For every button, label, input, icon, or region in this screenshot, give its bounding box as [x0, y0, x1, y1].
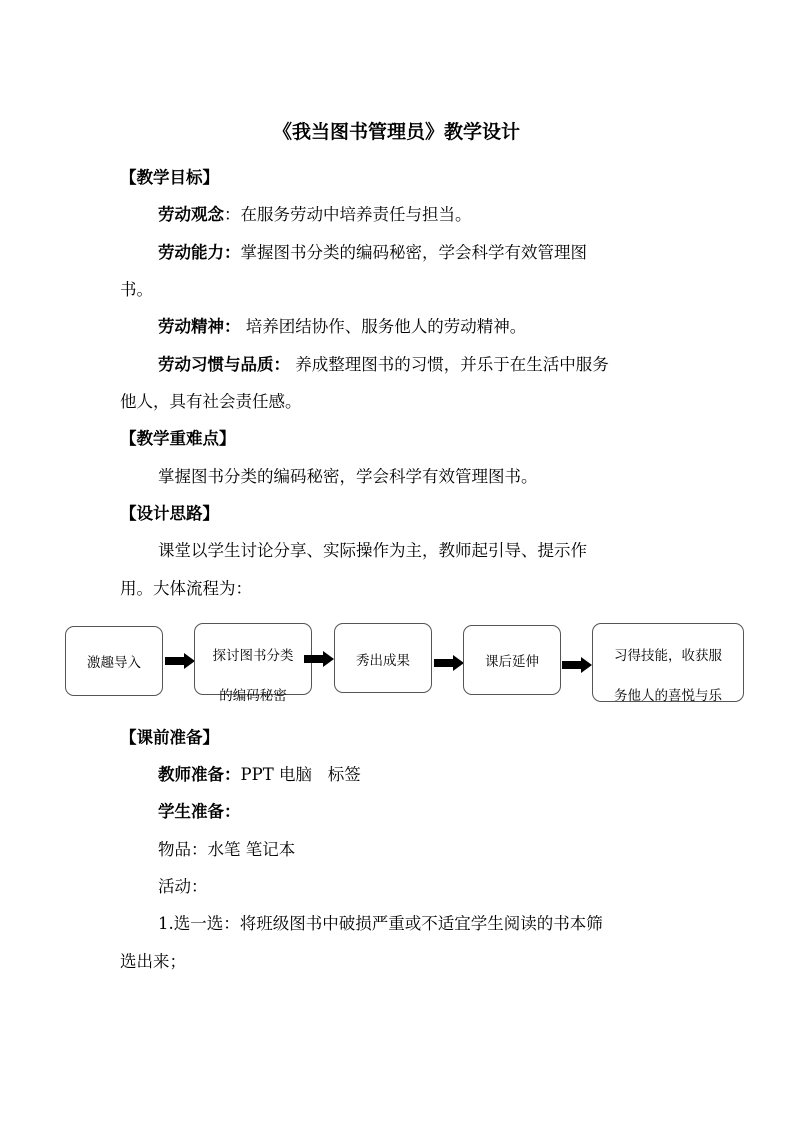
- flow-step-5-label-2: 务他人的喜悦与乐: [614, 688, 722, 704]
- prep-step-1: 1.选一选：将班级图书中破损严重或不适宜学生阅读的书本筛: [158, 914, 603, 933]
- goal-ability-cont: 书。: [120, 280, 153, 299]
- flow-step-3-label: 秀出成果: [356, 653, 410, 669]
- flow-arrow-1: [165, 653, 195, 669]
- goal-spirit-label: 劳动精神：: [158, 317, 241, 336]
- goal-habit-text: 养成整理图书的习惯，并乐于在生活中服务: [290, 355, 609, 374]
- prep-activity: 活动：: [158, 877, 208, 896]
- flow-step-1: [65, 626, 163, 696]
- goal-concept-text: ：在服务劳动中培养责任与担当。: [224, 205, 472, 224]
- goal-concept-label: 劳动观念: [158, 205, 224, 224]
- keypoints-text: 掌握图书分类的编码秘密，学会科学有效管理图书。: [158, 467, 538, 486]
- design-text-2: 用。大体流程为：: [120, 579, 252, 598]
- section-heading-goals: 【教学目标】: [120, 168, 219, 187]
- design-text-1: 课堂以学生讨论分享、实际操作为主，教师起引导、提示作: [158, 541, 587, 560]
- prep-items: 物品：水笔 笔记本: [158, 840, 296, 859]
- page-title: 《我当图书管理员》教学设计: [272, 121, 520, 143]
- goal-spirit: [158, 316, 526, 338]
- flow-step-4-label: 课后延伸: [485, 654, 539, 670]
- flow-step-5-label-1: 习得技能，收获服: [614, 648, 722, 664]
- goal-concept: [158, 204, 472, 226]
- flow-arrow-2: [304, 651, 334, 667]
- goal-habit-label: 劳动习惯与品质：: [158, 355, 290, 374]
- goal-ability: [158, 242, 587, 264]
- flow-step-2-label-2: 的编码秘密: [219, 688, 287, 704]
- goal-ability-label: 劳动能力：: [158, 243, 241, 262]
- flow-step-1-label: 激趣导入: [87, 655, 141, 671]
- prep-step-1-cont: 选出来；: [120, 952, 186, 971]
- flow-step-2: [194, 623, 312, 704]
- prep-student: [158, 801, 241, 823]
- flow-step-5: [592, 623, 744, 702]
- flow-step-4: [463, 625, 561, 695]
- section-heading-keypoints: 【教学重难点】: [120, 429, 236, 448]
- goal-ability-text: 掌握图书分类的编码秘密，学会科学有效管理图: [240, 243, 587, 262]
- prep-student-label: 学生准备：: [158, 802, 241, 821]
- flow-step-3: [334, 623, 432, 693]
- goal-habit: [158, 354, 609, 376]
- prep-teacher-text: PPT 电脑 标签: [240, 765, 361, 784]
- flow-step-2-label-1: 探讨图书分类: [212, 648, 294, 664]
- goal-spirit-text: 培养团结协作、服务他人的劳动精神。: [240, 317, 527, 336]
- prep-teacher-label: 教师准备：: [158, 765, 241, 784]
- goal-habit-cont: 他人，具有社会责任感。: [120, 392, 302, 411]
- section-heading-prep: 【课前准备】: [120, 728, 219, 747]
- flow-arrow-4: [562, 657, 592, 673]
- flow-arrow-3: [434, 655, 464, 671]
- prep-teacher: [158, 764, 361, 786]
- section-heading-design: 【设计思路】: [120, 504, 219, 523]
